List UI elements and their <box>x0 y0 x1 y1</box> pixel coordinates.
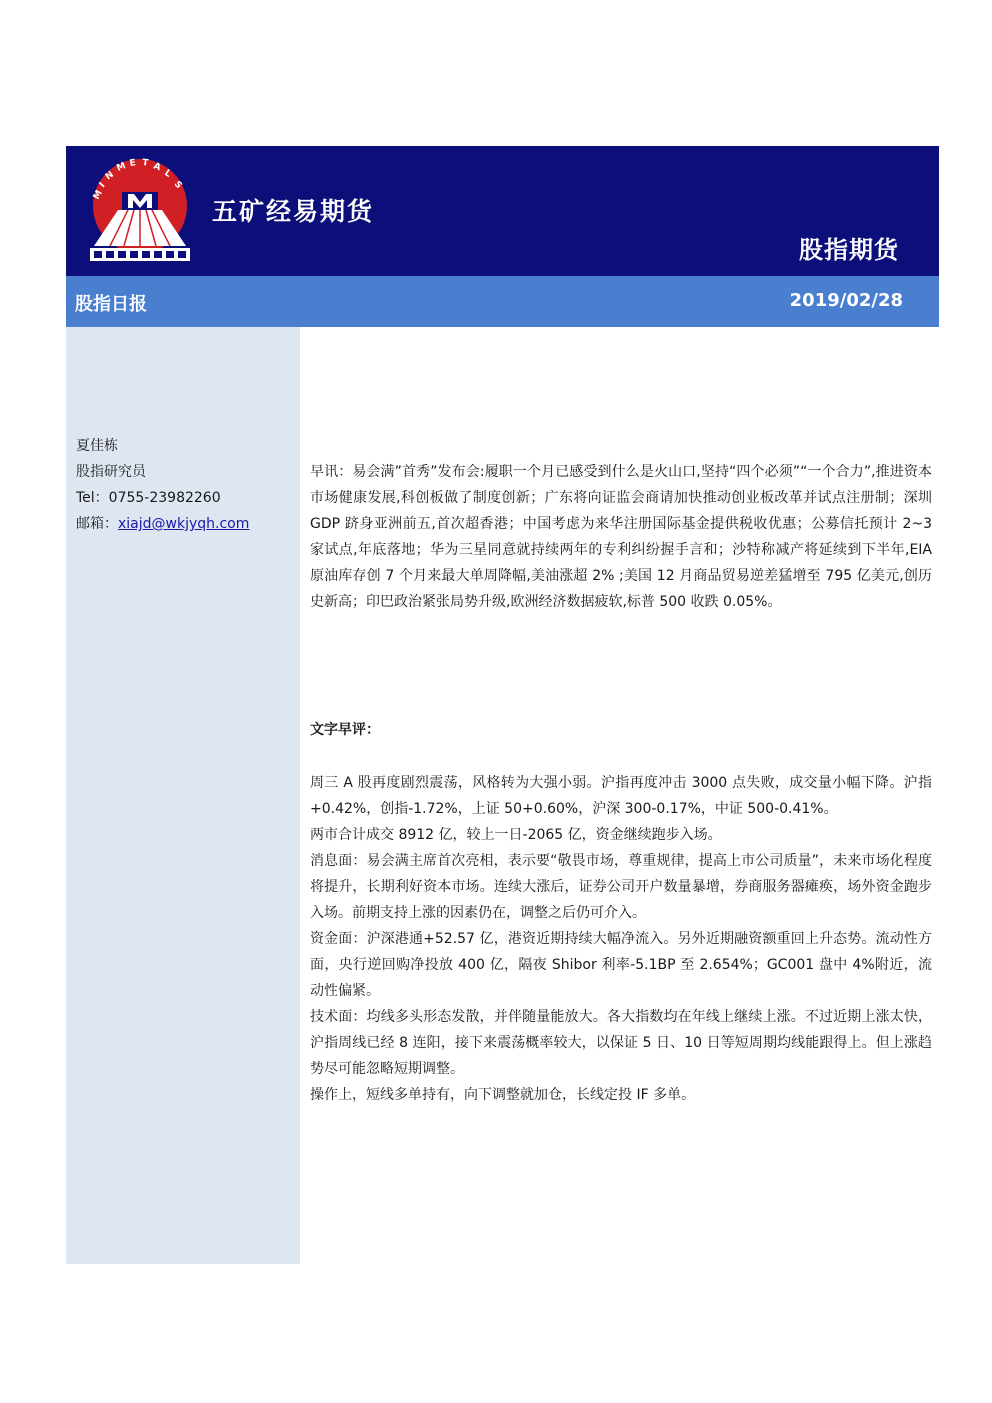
report-date: 2019/02/28 <box>789 290 903 311</box>
company-logo <box>88 158 192 264</box>
morning-news: 早讯：易会满”首秀”发布会:履职一个月已感受到什么是火山口,坚持“四个必须”“一个合力”,推进资本市场健康发展,科创板做了制度创新；广东将向证监会商请加快推动创业板改革并试点注册制；深圳 GDP 跻身亚洲前五,首次超香港；中国考虑为来华注册国际基金提供税收优惠；公募信托预计 2~3 家试点,年底落地；华为三星同意就持续两年的专利纠纷握手言和；沙特称减产将延续到下半年,EIA 原油库存创 7 个月来最大单周降幅,美油涨超 2% ;美国 12 月商品贸易逆差猛增至 795 亿美元,创历史新高；印巴政治紧张局势升级,欧洲经济数据疲软,标普 500 收跌 0.05%。 <box>310 464 932 610</box>
svg-text:L: L <box>162 168 173 180</box>
svg-text:S: S <box>171 179 184 191</box>
report-header <box>66 146 939 276</box>
svg-text:M: M <box>115 161 128 174</box>
commentary-title: 文字早评： <box>310 722 380 738</box>
report-subheader <box>66 276 939 327</box>
commentary-paragraph: 资金面：沪深港通+52.57 亿，港资近期持续大幅净流入。另外近期融资额重回上升态势。流动性方面，央行逆回购净投放 400 亿，隔夜 Shibor 利率-5.1BP 至 2.654%；GC001 盘中 4%附近，流动性偏紧。 <box>310 931 932 999</box>
commentary-paragraph: 技术面：均线多头形态发散，并伴随量能放大。各大指数均在年线上继续上涨。不过近期上涨太快，沪指周线已经 8 连阳，接下来震荡概率较大，以保证 5 日、10 日等短周期均线能跟得上。但上涨趋势尽可能忽略短期调整。 <box>310 1009 932 1077</box>
svg-text:N: N <box>103 169 116 183</box>
svg-text:A: A <box>151 161 162 174</box>
commentary-paragraph: 周三 A 股再度剧烈震荡，风格转为大强小弱。沪指再度冲击 3000 点失败，成交量小幅下降。沪指+0.42%，创指-1.72%，上证 50+0.60%，沪深 300-0.17%，中证 500-0.41%。 <box>310 775 932 817</box>
company-name: 五矿经易期货 <box>212 197 375 226</box>
svg-text:I: I <box>97 180 108 191</box>
author-name: 夏佳栋 <box>76 438 118 454</box>
author-sidebar <box>66 327 300 1264</box>
report-type: 股指日报 <box>75 294 147 315</box>
email-label: 邮箱： <box>76 516 118 532</box>
author-tel: Tel：0755-23982260 <box>76 490 221 506</box>
commentary-paragraph: 两市合计成交 8912 亿，较上一日-2065 亿，资金继续跑步入场。 <box>310 827 722 843</box>
author-info <box>76 433 249 537</box>
svg-text:M: M <box>91 188 105 202</box>
commentary-paragraph: 操作上，短线多单持有，向下调整就加仓，长线定投 IF 多单。 <box>310 1087 696 1103</box>
svg-text:T: T <box>141 158 149 169</box>
author-email-link[interactable]: xiajd@wkjyqh.com <box>118 516 250 532</box>
commentary-paragraph: 消息面：易会满主席首次亮相，表示要“敬畏市场，尊重规律，提高上市公司质量”，未来市场化程度将提升，长期利好资本市场。连续大涨后，证券公司开户数量暴增，券商服务器瘫痪，场外资金跑步入场。前期支持上涨的因素仍在，调整之后仍可介入。 <box>310 853 932 921</box>
author-email-row <box>76 511 249 537</box>
author-title: 股指研究员 <box>76 464 146 480</box>
commentary-body <box>310 770 932 1108</box>
svg-text:E: E <box>129 158 137 169</box>
report-category: 股指期货 <box>799 236 899 264</box>
